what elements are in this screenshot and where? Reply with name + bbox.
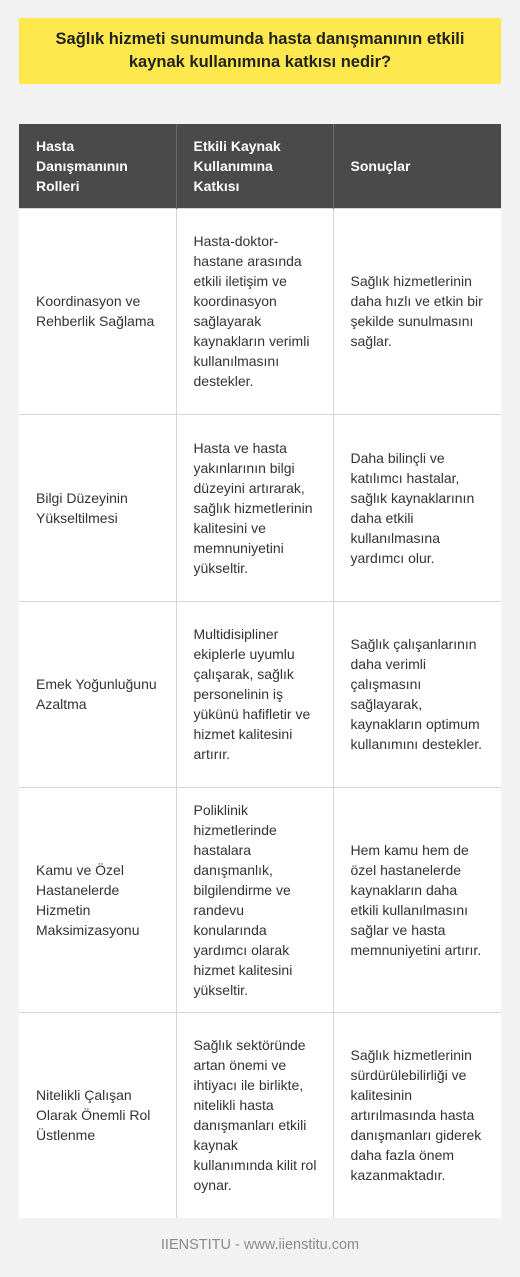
table-row <box>19 601 501 787</box>
table-header-row <box>19 124 501 208</box>
header-results: Sonuçlar <box>333 124 501 208</box>
table-row <box>19 1012 501 1218</box>
role-cell: Koordinasyon ve Rehberlik Sağlama <box>19 208 176 414</box>
contribution-cell: Hasta-doktor-hastane arasında etkili iletişim ve koordinasyon sağlayarak kaynakların verimli kullanılmasını destekler. <box>176 208 333 414</box>
header-contribution: Etkili Kaynak Kullanımına Katkısı <box>176 124 333 208</box>
result-cell: Sağlık hizmetlerinin sürdürülebilirliği ve kalitesinin artırılmasında hasta danışmanları giderek daha fazla önem kazanmaktadır. <box>333 1012 501 1218</box>
role-cell: Emek Yoğunluğunu Azaltma <box>19 601 176 787</box>
role-cell: Nitelikli Çalışan Olarak Önemli Rol Üstlenme <box>19 1012 176 1218</box>
contribution-cell: Sağlık sektöründe artan önemi ve ihtiyacı ile birlikte, nitelikli hasta danışmanları etkili kaynak kullanımında kilit rol oynar. <box>176 1012 333 1218</box>
result-cell: Hem kamu hem de özel hastanelerde kaynakların daha etkili kullanılmasını sağlar ve hasta memnuniyetini artırır. <box>333 787 501 1012</box>
contribution-cell: Poliklinik hizmetlerinde hastalara danışmanlık, bilgilendirme ve randevu konularında yardımcı olarak hizmet kalitesini yükseltir. <box>176 787 333 1012</box>
table-row <box>19 208 501 414</box>
header-roles: Hasta Danışmanının Rolleri <box>19 124 176 208</box>
title-banner <box>19 18 501 84</box>
table-row <box>19 787 501 1012</box>
table-row <box>19 414 501 601</box>
result-cell: Sağlık hizmetlerinin daha hızlı ve etkin bir şekilde sunulmasını sağlar. <box>333 208 501 414</box>
contribution-cell: Multidisipliner ekiplerle uyumlu çalışarak, sağlık personelinin iş yükünü hafifletir ve hizmet kalitesini artırır. <box>176 601 333 787</box>
role-cell: Bilgi Düzeyinin Yükseltilmesi <box>19 414 176 601</box>
result-cell: Daha bilinçli ve katılımcı hastalar, sağlık kaynaklarının daha etkili kullanılmasına yardımcı olur. <box>333 414 501 601</box>
role-cell: Kamu ve Özel Hastanelerde Hizmetin Maksimizasyonu <box>19 787 176 1012</box>
contribution-cell: Hasta ve hasta yakınlarının bilgi düzeyini artırarak, sağlık hizmetlerinin kalitesini ve memnuniyetini yükseltir. <box>176 414 333 601</box>
result-cell: Sağlık çalışanlarının daha verimli çalışmasını sağlayarak, kaynakların optimum kullanımını destekler. <box>333 601 501 787</box>
roles-table <box>19 124 501 1218</box>
page-title: Sağlık hizmeti sunumunda hasta danışmanının etkili kaynak kullanımına katkısı nedir? <box>55 30 465 71</box>
footer-credit: IIENSTITU - www.iienstitu.com <box>160 1237 360 1253</box>
